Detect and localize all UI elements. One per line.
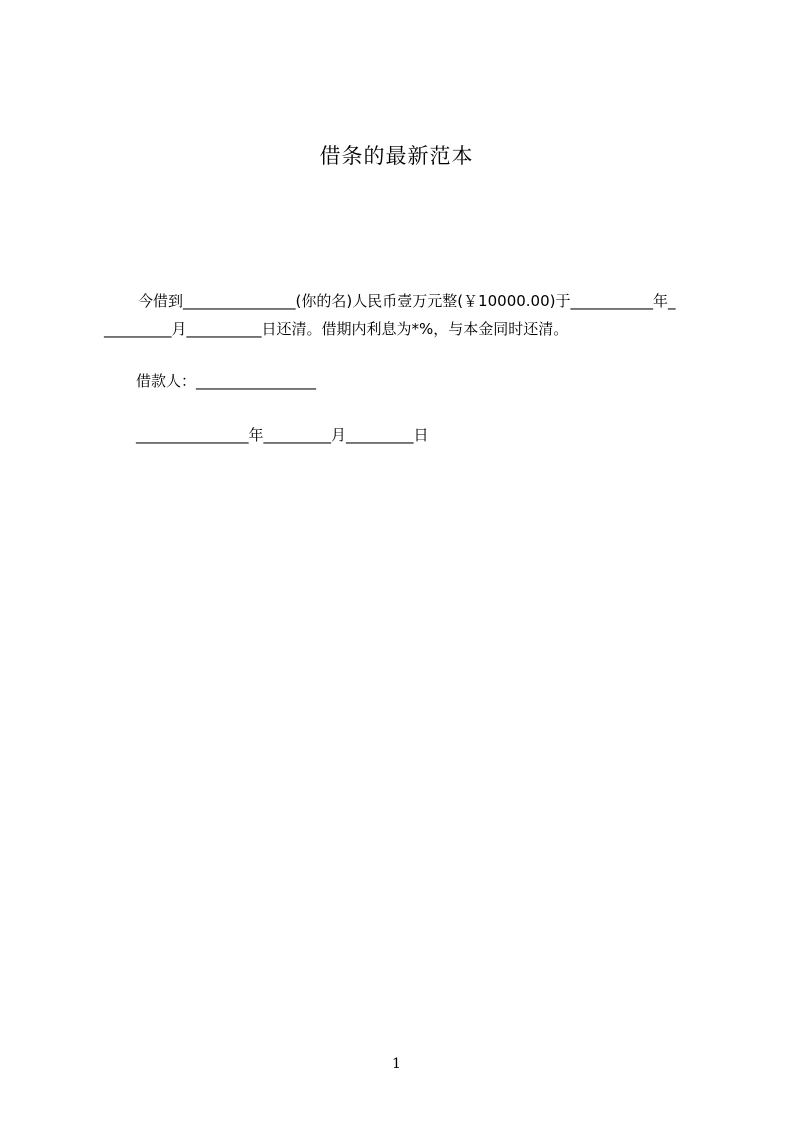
- loan-statement-line-1: 今借到_______________(你的名)人民币壹万元整(￥10000.00)于___________年_: [138, 292, 676, 310]
- document-title: 借条的最新范本: [319, 144, 474, 168]
- page-number: 1: [392, 1056, 401, 1072]
- date-line: _______________年_________月_________日: [136, 426, 429, 444]
- loan-statement-line-2: _________月__________日还清。借期内利息为*%，与本金同时还清。: [104, 320, 569, 338]
- borrower-signature-line: 借款人：________________: [136, 372, 317, 390]
